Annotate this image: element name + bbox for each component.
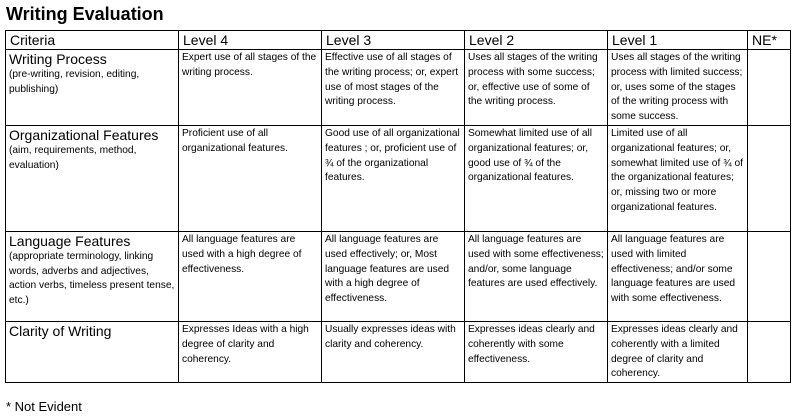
column-header-level-2: Level 2 [465, 31, 608, 50]
table-row [6, 50, 791, 126]
level-3-cell: Effective use of all stages of the writing process; or, expert use of most stages of the writing process. [322, 50, 465, 126]
criteria-name: Organizational Features [9, 127, 159, 143]
level-4-cell: Expresses Ideas with a high degree of clarity and coherency. [179, 322, 322, 383]
level-1-cell: Uses all stages of the writing process with limited success; or, uses some of the stages of the writing process with some success. [608, 50, 748, 126]
level-4-cell: Proficient use of all organizational features. [179, 126, 322, 232]
level-2-cell: All language features are used with some effectiveness; and/or, some language features are used effectively. [465, 232, 608, 322]
level-1-cell: All language features are used with limited effectiveness; and/or some language features are used with some effectiveness. [608, 232, 748, 322]
header-row [6, 31, 791, 50]
table-row [6, 232, 791, 322]
ne-cell [748, 232, 791, 322]
page-title: Writing Evaluation [6, 4, 164, 24]
level-2-cell: Expresses ideas clearly and coherently with some effectiveness. [465, 322, 608, 383]
criteria-name: Clarity of Writing [9, 323, 112, 339]
rubric-table [5, 30, 791, 383]
criteria-name: Writing Process [9, 51, 107, 67]
criteria-detail: (pre-writing, revision, editing, publishing) [9, 69, 140, 95]
criteria-name: Language Features [9, 233, 131, 249]
table-row [6, 322, 791, 383]
criteria-detail: (aim, requirements, method, evaluation) [9, 145, 137, 171]
column-header-level-4: Level 4 [179, 31, 322, 50]
level-3-cell: Usually expresses ideas with clarity and coherency. [322, 322, 465, 383]
ne-cell [748, 50, 791, 126]
table-row [6, 126, 791, 232]
criteria-cell [6, 50, 179, 126]
criteria-cell [6, 232, 179, 322]
ne-cell [748, 322, 791, 383]
criteria-cell [6, 126, 179, 232]
criteria-cell [6, 322, 179, 383]
column-header-level-1: Level 1 [608, 31, 748, 50]
column-header-ne: NE* [748, 31, 791, 50]
level-1-cell: Limited use of all organizational features; or, somewhat limited use of ¾ of the organizational features; or, missing two or more organizational features. [608, 126, 748, 232]
level-2-cell: Somewhat limited use of all organizational features; or, good use of ¾ of the organizational features. [465, 126, 608, 232]
level-3-cell: Good use of all organizational features ; or, proficient use of ¾ of the organizational features. [322, 126, 465, 232]
column-header-criteria: Criteria [6, 31, 179, 50]
column-header-level-3: Level 3 [322, 31, 465, 50]
criteria-detail: (appropriate terminology, linking words, adverbs and adjectives, action verbs, timeless present tense, etc.) [9, 251, 175, 306]
level-4-cell: All language features are used with a high degree of effectiveness. [179, 232, 322, 322]
level-3-cell: All language features are used effectively; or, Most language features are used with a high degree of effectiveness. [322, 232, 465, 322]
level-1-cell: Expresses ideas clearly and coherently with a limited degree of clarity and coherency. [608, 322, 748, 383]
ne-cell [748, 126, 791, 232]
level-2-cell: Uses all stages of the writing process with some success; or, effective use of some of the writing process. [465, 50, 608, 126]
footnote: * Not Evident [6, 399, 82, 414]
level-4-cell: Expert use of all stages of the writing process. [179, 50, 322, 126]
